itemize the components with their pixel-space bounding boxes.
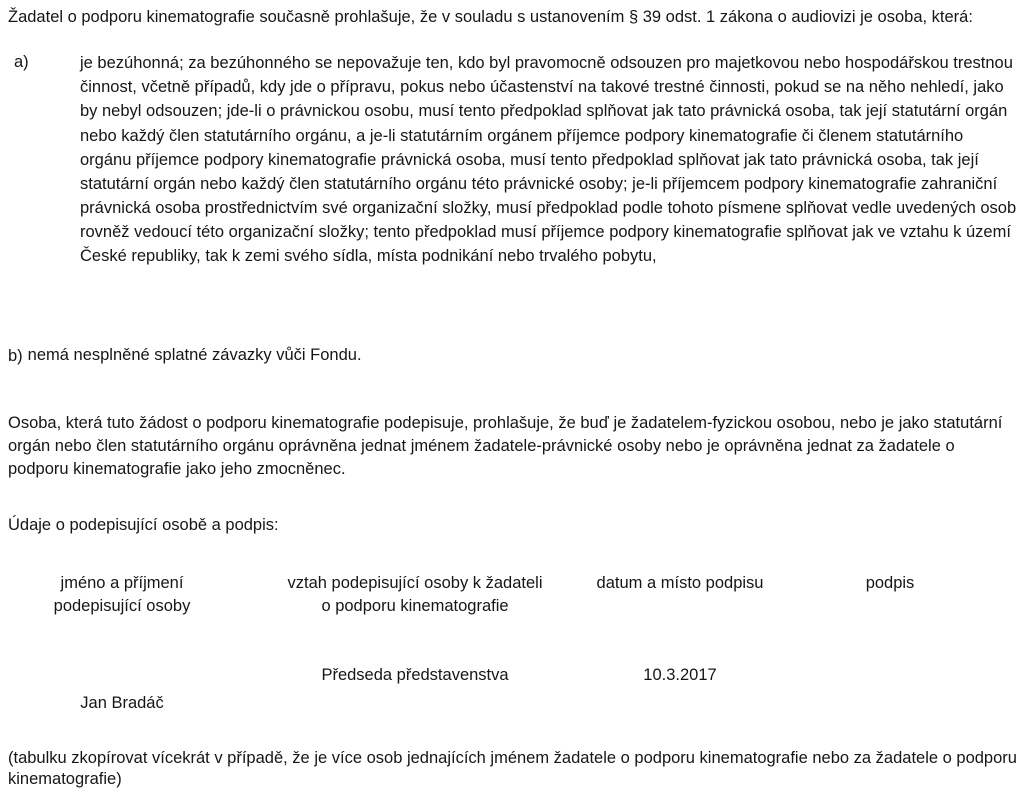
condition-item-b (8, 345, 1018, 367)
signer-name: Jan Bradáč (80, 694, 164, 712)
condition-item-a (8, 51, 1018, 269)
header-date-place: datum a místo podpisu (596, 574, 764, 592)
condition-marker-b: b) (8, 347, 23, 365)
header-relation: vztah podepisující osoby k žadateli o podporu kinematografie (287, 574, 543, 615)
condition-text-b: nemá nesplněné splatné závazky vůči Fondu. (27, 346, 362, 364)
header-signature: podpis (865, 574, 915, 592)
condition-text-a: je bezúhonná; za bezúhonného se nepovažuje ten, kdo byl pravomocně odsouzen pro majetkovou nebo hospodářskou trestnou činnost, včetně případů, kdy jde o přípravu, pokus nebo účastenství na takové trestné činnosti, pokud se na něho nehledí, jako by nebyl odsouzen; jde-li o právnickou osobu, musí tento předpoklad splňovat jak tato právnická osoba, tak její statutární orgán nebo každý člen statutárního orgánu, a je-li statutárním orgánem příjemce podpory kinematografie či členem statutárního orgánu příjemce podpory kinematografie právnická osoba, musí tento předpoklad splňovat jak tato právnická osoba, tak její statutární orgán nebo každý člen statutárního orgánu této právnické osoby; je-li příjemcem podpory kinematografie zahraniční právnická osoba prostřednictvím své organizační složky, musí předpoklad podle tohoto písmene splňovat vedle uvedených osob rovněž vedoucí této organizační složky; tento předpoklad musí příjemce podpory kinematografie splňovat jak ve vztahu k území České republiky, tak k zemi svého sídla, místa podnikání nebo trvalého pobytu, (80, 54, 1017, 266)
header-name: jméno a příjmení podepisující osoby (53, 574, 191, 615)
signatory-declaration: Osoba, která tuto žádost o podporu kinematografie podepisuje, prohlašuje, že buď je žadatelem-fyzickou osobou, nebo je jako statutární orgán nebo člen statutárního orgánu oprávněna jednat jménem žadatele-právnické osoby nebo je oprávněna jednat za žadatele o podporu kinematografie jako jeho zmocněnec. (8, 414, 1003, 479)
condition-marker-a: a) (14, 53, 29, 71)
signer-section-heading: Údaje o podepisující osobě a podpis: (8, 516, 279, 534)
signer-date-place: 10.3.2017 (643, 666, 717, 684)
signer-relation: Předseda představenstva (321, 666, 509, 684)
copy-table-note: (tabulku zkopírovat vícekrát v případě, že je více osob jednajících jménem žadatele o podporu kinematografie nebo za žadatele o podporu kinematografie) (8, 749, 1017, 789)
intro-paragraph: Žadatel o podporu kinematografie současně prohlašuje, že v souladu s ustanovením § 39 odst. 1 zákona o audiovizi je osoba, která: (8, 8, 973, 26)
